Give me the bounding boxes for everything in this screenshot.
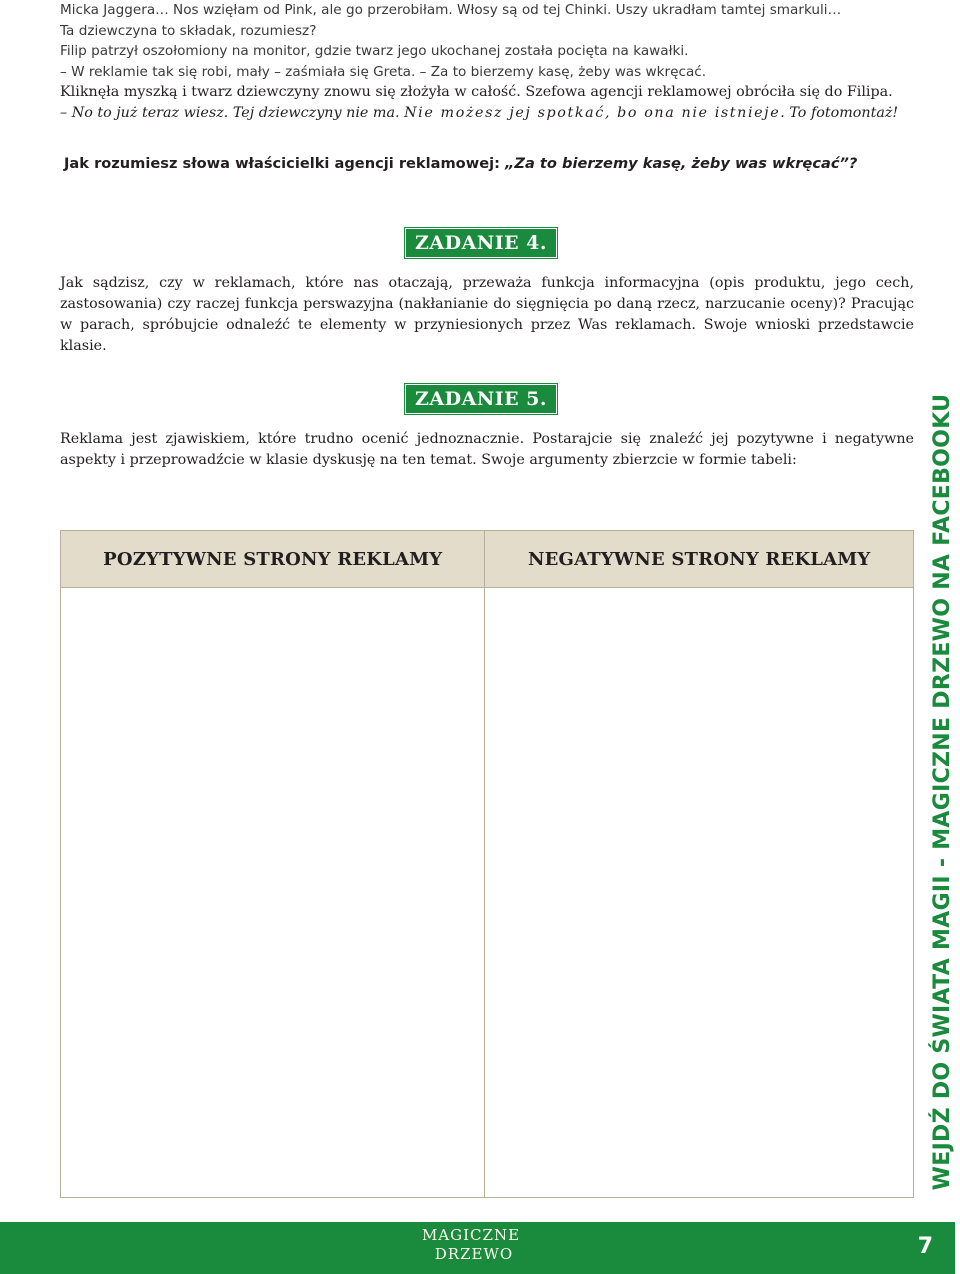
positive-aspects-header: POZYTYWNE STRONY REKLAMY: [61, 531, 485, 588]
question-prompt: [64, 154, 914, 174]
story-line-1: Micka Jaggera… Nos wzięłam od Pink, ale go przerobiłam. Włosy są od tej Chinki. Uszy ukradłam tamtej smarkuli…: [60, 2, 842, 18]
negative-aspects-cell[interactable]: [485, 588, 914, 1198]
story-line-6-part-b: Nie możesz jej spotkać, bo ona nie istnieje: [404, 104, 781, 121]
table-answer-row: [61, 588, 914, 1198]
positive-aspects-cell[interactable]: [61, 588, 485, 1198]
pros-cons-table: [60, 530, 914, 1198]
magiczne-drzewo-logo: [415, 1226, 527, 1270]
task-4-text: Jak sądzisz, czy w reklamach, które nas otaczają, przeważa funkcja informacyjna (opis produktu, jego cech, zastosowania) czy raczej funkcja perswazyjna (nakłanianie do sięgnięcia po daną rzecz, narzucanie oceny)? Pracując w parach, spróbujcie odnaleźć te elementy w przyniesionych przez Was reklamach. Swoje wnioski przedstawcie klasie.: [60, 275, 914, 354]
negative-aspects-header: NEGATYWNE STRONY REKLAMY: [485, 531, 914, 588]
story-line-5: Kliknęła myszką i twarz dziewczyny znowu się złożyła w całość. Szefowa agencji reklamowej obróciła się do Filipa.: [60, 84, 893, 100]
task-5-text: Reklama jest zjawiskiem, które trudno ocenić jednoznacznie. Postarajcie się znaleźć jej pozytywne i negatywne aspekty i przeprowadźcie w klasie dyskusję na ten temat. Swoje argumenty zbierzcie w formie tabeli:: [60, 431, 914, 468]
page-number: 7: [917, 1234, 933, 1259]
story-line-2: Ta dziewczyna to składak, rozumiesz?: [60, 22, 317, 39]
story-line-6-part-a: – No to już teraz wiesz. Tej dziewczyny nie ma.: [60, 104, 405, 121]
story-line-3: Filip patrzył oszołomiony na monitor, gdzie twarz jego ukochanej została pocięta na kawałki.: [60, 43, 689, 59]
story-excerpt: [60, 0, 915, 123]
task-4-label: ZADANIE 4.: [405, 228, 557, 258]
story-line-6-part-c: . To fotomontaż!: [780, 104, 899, 121]
logo-line-1: MAGICZNE: [421, 1226, 521, 1244]
question-quote: „Za to bierzemy kasę, żeby was wkręcać”?: [505, 155, 858, 172]
story-line-6: [60, 103, 915, 124]
task-5-label: ZADANIE 5.: [405, 384, 557, 414]
story-line-4: – W reklamie tak się robi, mały – zaśmiała się Greta. – Za to bierzemy kasę, żeby was wkręcać.: [60, 63, 707, 80]
footer-bar: [0, 1222, 955, 1274]
logo-line-2: DRZEWO: [434, 1245, 514, 1263]
table-header-row: [61, 531, 914, 588]
facebook-sidebar-text: WEJDŹ DO ŚWIATA MAGII - MAGICZNE DRZEWO NA FACEBOOKU: [930, 393, 955, 1191]
question-prefix: Jak rozumiesz słowa właścicielki agencji reklamowej:: [64, 155, 506, 172]
